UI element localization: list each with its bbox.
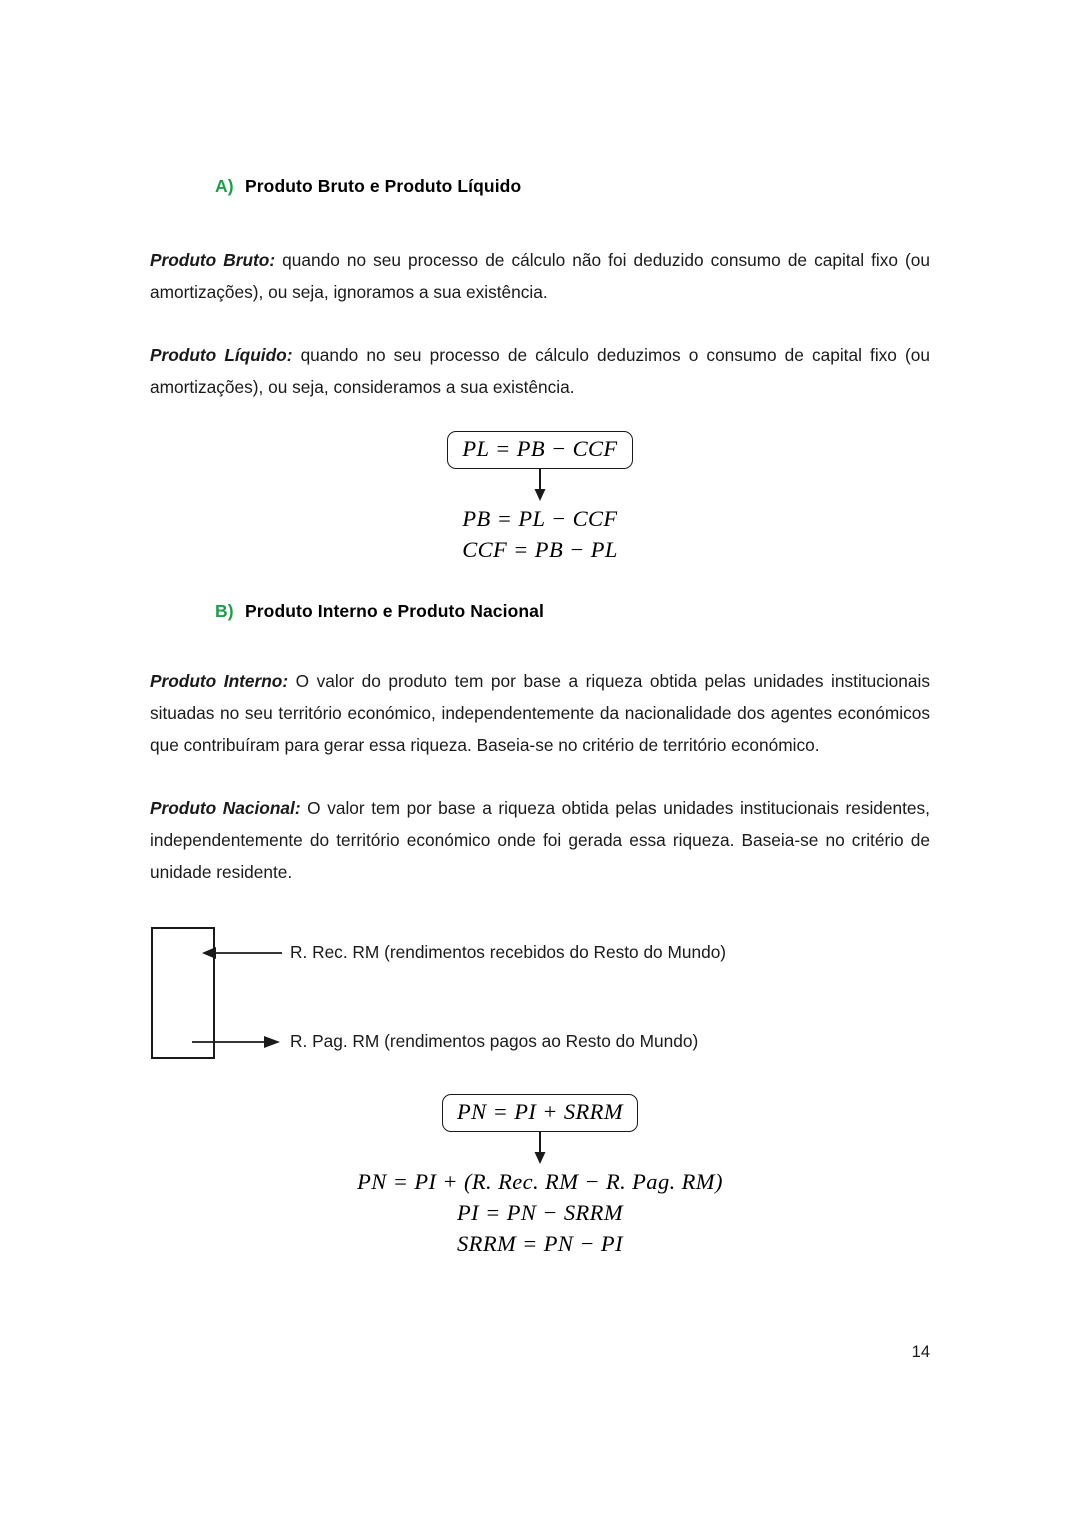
inflow-label: R. Rec. RM (rendimentos recebidos do Resto do Mundo) (290, 942, 727, 962)
arrow-down-icon-b (533, 1132, 547, 1166)
paragraph-body-produto-nacional: O valor tem por base a riqueza obtida pelas unidades institucionais residentes, independentemente do território económico onde foi gerada essa riqueza. Baseia-se no critério de unidade residente. (150, 798, 930, 882)
formula-block-a (150, 431, 930, 565)
paragraph-body-produto-liquido: quando no seu processo de cálculo deduzimos o consumo de capital fixo (ou amortizações), ou seja, consideramos a sua existência. (150, 345, 930, 397)
paragraph-produto-interno (150, 665, 930, 761)
paragraph-body-produto-bruto: quando no seu processo de cálculo não foi deduzido consumo de capital fixo (ou amortizações), ou seja, ignoramos a sua existência. (150, 250, 930, 302)
formula-derived-b-2: PI = PN − SRRM (457, 1200, 623, 1225)
section-heading-a (150, 176, 930, 197)
section-title-b: Produto Interno e Produto Nacional (245, 601, 544, 621)
paragraph-produto-nacional (150, 792, 930, 888)
formula-boxed-b: PN = PI + SRRM (442, 1094, 638, 1132)
paragraph-produto-liquido (150, 339, 930, 403)
paragraph-lead-produto-bruto: Produto Bruto: (150, 250, 276, 270)
formula-boxed-a: PL = PB − CCF (447, 431, 632, 469)
arrow-down-icon-a (533, 469, 547, 503)
formula-derived-a-2: CCF = PB − PL (462, 537, 618, 562)
page-number: 14 (911, 1343, 930, 1361)
section-marker-a: A) (215, 176, 234, 196)
paragraph-lead-produto-liquido: Produto Líquido: (150, 345, 293, 365)
formula-block-b (150, 1094, 930, 1259)
page-content (150, 0, 930, 1259)
paragraph-produto-bruto (150, 244, 930, 308)
paragraph-lead-produto-interno: Produto Interno: (150, 671, 289, 691)
formula-derived-b-3: SRRM = PN − PI (457, 1231, 623, 1256)
section-marker-b: B) (215, 601, 234, 621)
paragraph-body-produto-interno: O valor do produto tem por base a riqueza obtida pelas unidades institucionais situadas no seu território económico, independentemente da nacionalidade dos agentes económicos que contribuíram para gerar essa riqueza. Baseia-se no critério de território económico. (150, 671, 930, 755)
rest-of-world-flow-diagram (150, 916, 930, 1084)
formula-derived-a-1: PB = PL − CCF (462, 506, 618, 531)
formula-derived-b-1: PN = PI + (R. Rec. RM − R. Pag. RM) (357, 1169, 723, 1194)
paragraph-lead-produto-nacional: Produto Nacional: (150, 798, 301, 818)
section-title-a: Produto Bruto e Produto Líquido (245, 176, 522, 196)
outflow-label: R. Pag. RM (rendimentos pagos ao Resto do Mundo) (290, 1031, 699, 1051)
section-heading-b (150, 601, 930, 622)
